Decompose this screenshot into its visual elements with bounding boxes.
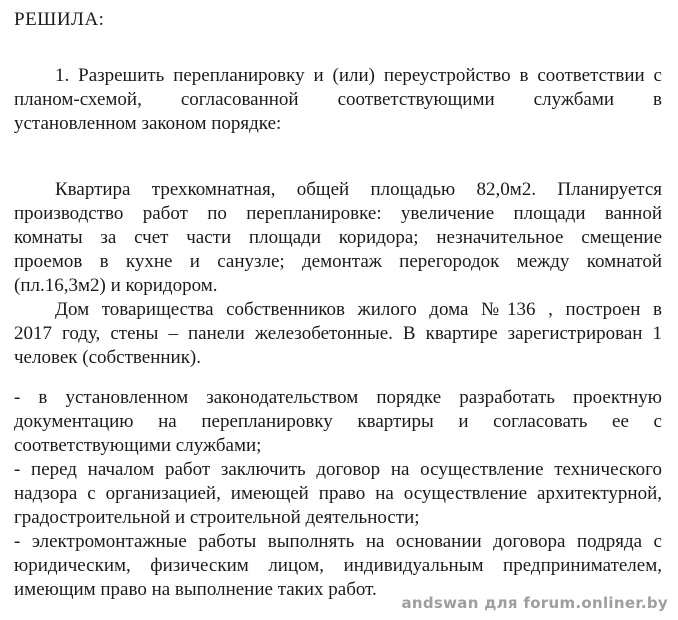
text-line: юридическим, физическим лицом, индивидуальным предпринимателем,	[14, 555, 662, 576]
paragraph-permission	[14, 64, 662, 136]
document-heading: РЕШИЛА:	[14, 9, 105, 30]
text-line: - электромонтажные работы выполнять на основании договора подряда с	[14, 531, 662, 552]
conditions-list	[14, 386, 662, 602]
text-line: градостроительной и строительной деятельности;	[14, 507, 420, 528]
condition-item-design-documentation	[14, 386, 662, 458]
text-line: человек (собственник).	[14, 347, 202, 368]
text-line: установленном законом порядке:	[14, 113, 282, 134]
paragraph-building-description	[14, 298, 662, 370]
condition-item-technical-supervision	[14, 458, 662, 530]
text-line: 2017 году, стены – панели железобетонные. В квартире зарегистрирован 1	[14, 323, 662, 344]
text-line: Дом товарищества собственников жилого дома №136 , построен в	[55, 299, 662, 320]
paragraph-apartment-description	[14, 178, 662, 298]
watermark: andswan для forum.onliner.by	[401, 594, 668, 612]
text-line: надзора с организацией, имеющей право на осуществление архитектурной,	[14, 483, 662, 504]
text-line: имеющим право на выполнение таких работ.	[14, 579, 377, 600]
text-line: производство работ по перепланировке: увеличение площади ванной	[14, 203, 662, 224]
text-line: документацию на перепланировку квартиры и согласовать ее с	[14, 411, 662, 432]
text-line: проемов в кухне и санузле; демонтаж перегородок между комнатой	[14, 251, 662, 272]
text-line: Квартира трехкомнатная, общей площадью 82,0м2. Планируется	[55, 179, 662, 200]
text-line: (пл.16,3м2) и коридором.	[14, 275, 218, 296]
text-line: - перед началом работ заключить договор на осуществление технического	[14, 459, 662, 480]
text-line: комнаты за счет части площади коридора; незначительное смещение	[14, 227, 662, 248]
text-line: - в установленном законодательством порядке разработать проектную	[14, 387, 662, 408]
text-line: соответствующими службами;	[14, 435, 262, 456]
text-line: планом-схемой, согласованной соответствующими службами в	[14, 89, 662, 110]
text-line: 1. Разрешить перепланировку и (или) переустройство в соответствии с	[55, 65, 662, 86]
condition-item-electrical-works	[14, 530, 662, 602]
